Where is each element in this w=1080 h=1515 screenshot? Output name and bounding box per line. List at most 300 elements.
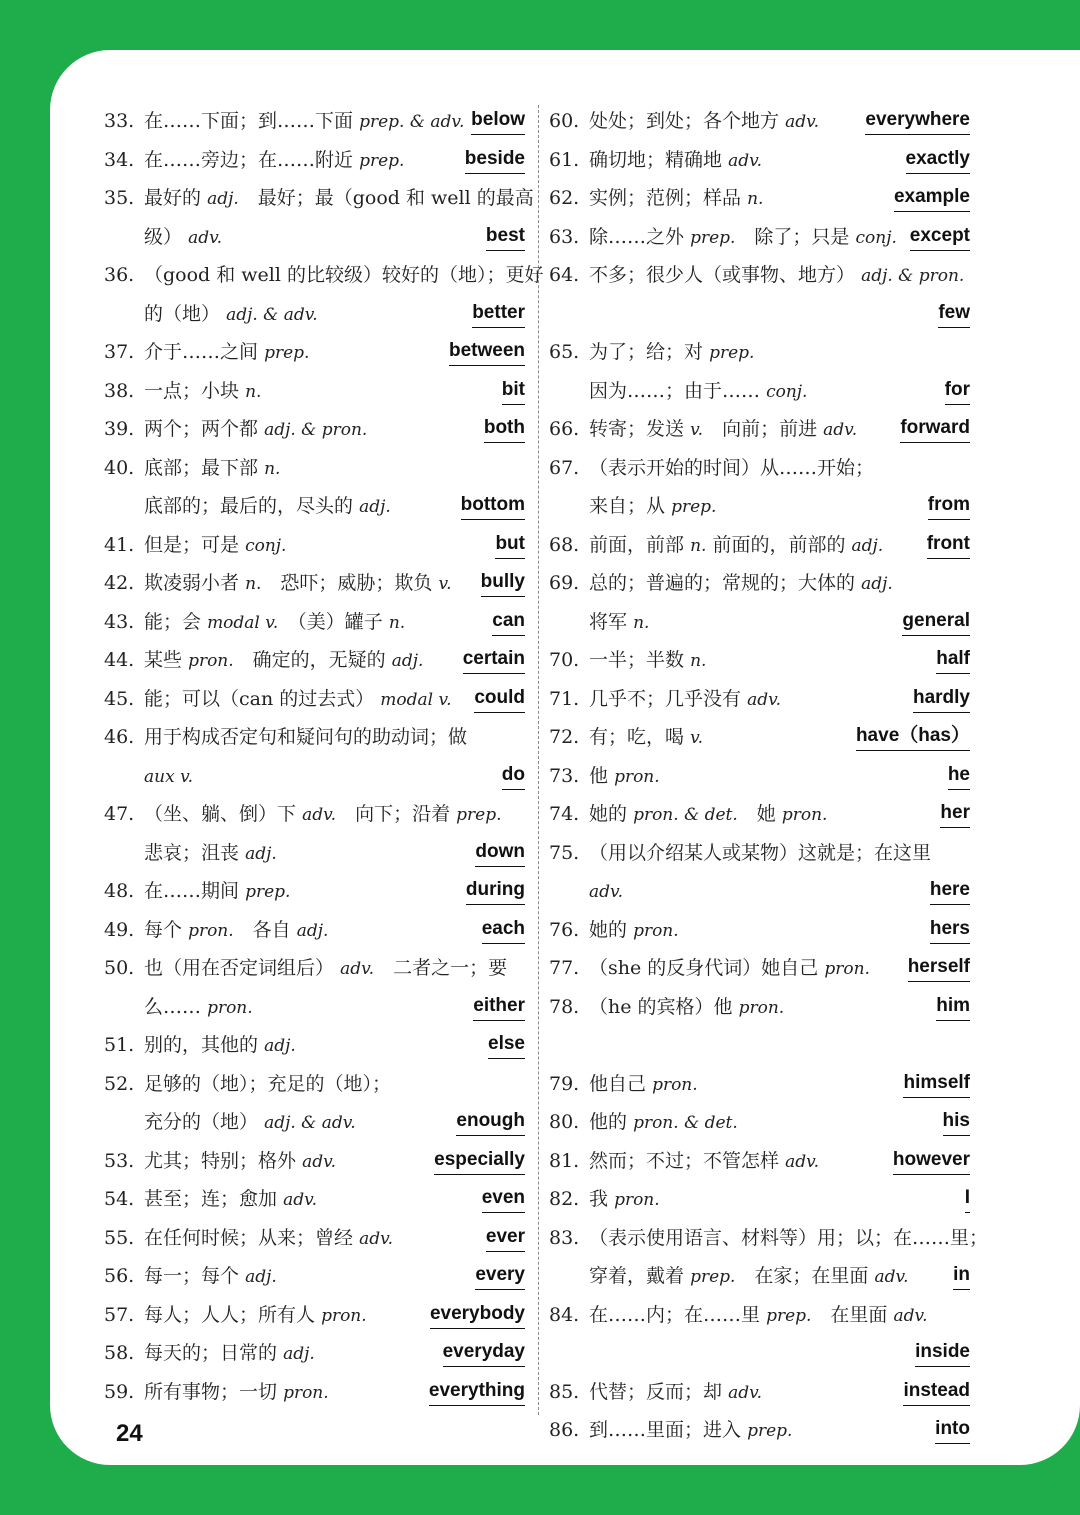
entry-number: 66. bbox=[549, 418, 580, 440]
entry-meaning: （表示开始的时间）从……开始； bbox=[589, 456, 875, 479]
entry-number: 84. bbox=[549, 1303, 580, 1326]
part-of-speech: n. bbox=[264, 458, 281, 479]
entry-meaning: 一半；半数 bbox=[589, 649, 685, 671]
part-of-speech: adv. bbox=[302, 1151, 337, 1172]
part-of-speech: pron. bbox=[824, 959, 870, 979]
vocab-entry bbox=[104, 1142, 525, 1181]
vocab-entry bbox=[549, 1411, 970, 1450]
vocab-entry bbox=[104, 1219, 525, 1258]
entry-meaning: 甚至；连；愈加 bbox=[144, 1188, 278, 1210]
entry-meaning: 每人；人人；所有人 bbox=[144, 1303, 316, 1326]
part-of-speech: adj. bbox=[851, 535, 884, 556]
entry-number: 73. bbox=[549, 764, 580, 787]
vocab-entry bbox=[549, 449, 970, 488]
part-of-speech: pron. bbox=[283, 1382, 329, 1403]
entry-meaning: 转寄；发送 bbox=[589, 418, 685, 440]
entry-meaning: （坐、躺、倒）下 bbox=[144, 803, 297, 825]
entry-number: 53. bbox=[104, 1149, 135, 1172]
answer-word: forward bbox=[900, 414, 970, 443]
entry-number: 71. bbox=[549, 687, 580, 710]
part-of-speech: conj. bbox=[766, 381, 808, 402]
part-of-speech: pron. bbox=[781, 805, 828, 825]
entry-meaning: 我 bbox=[589, 1188, 609, 1210]
vocab-entry bbox=[104, 526, 525, 565]
answer-word: half bbox=[936, 645, 970, 674]
entry-meaning: 能；可以（can 的过去式） bbox=[144, 687, 375, 710]
column-divider bbox=[538, 105, 539, 1415]
part-of-speech: adv. bbox=[589, 882, 624, 902]
answer-word: exactly bbox=[906, 145, 970, 174]
entry-number: 46. bbox=[104, 726, 135, 748]
answer-word: into bbox=[935, 1415, 970, 1444]
vocab-entry bbox=[104, 410, 525, 449]
vocab-entry bbox=[104, 718, 525, 757]
entry-meaning: 他的 bbox=[589, 1111, 628, 1133]
answer-word: else bbox=[488, 1030, 525, 1059]
entry-meaning: （she 的反身代词）她自己 bbox=[589, 957, 819, 979]
entry-number: 65. bbox=[549, 341, 580, 363]
entry-meaning: 么…… bbox=[144, 995, 202, 1018]
part-of-speech: adv. bbox=[302, 805, 337, 825]
entry-number: 63. bbox=[549, 225, 580, 248]
vocab-entry-continuation bbox=[104, 487, 525, 526]
entry-number: 41. bbox=[104, 533, 135, 556]
part-of-speech: prep. bbox=[245, 882, 291, 902]
entry-number: 74. bbox=[549, 803, 580, 825]
vocab-entry bbox=[549, 1065, 970, 1104]
part-of-speech: adv. bbox=[823, 420, 858, 440]
part-of-speech: adj. bbox=[283, 1344, 315, 1364]
entry-meaning: （用以介绍某人或某物）这就是；在这里 bbox=[589, 841, 932, 864]
part-of-speech: prep. & adv. bbox=[359, 112, 465, 132]
entry-meaning-secondary: 除了；只是 bbox=[735, 225, 850, 248]
entry-number: 33. bbox=[104, 110, 135, 132]
part-of-speech: n. bbox=[245, 381, 262, 402]
vocab-entry bbox=[549, 757, 970, 796]
answer-word: both bbox=[484, 414, 525, 443]
entry-meaning: 到……里面；进入 bbox=[589, 1419, 742, 1441]
part-of-speech: n. bbox=[245, 574, 262, 594]
entry-number: 64. bbox=[549, 264, 580, 286]
entry-meaning: 但是；可是 bbox=[144, 533, 240, 556]
entry-meaning: 用于构成否定句和疑问句的助动词；做 bbox=[144, 726, 468, 748]
part-of-speech: pron. bbox=[207, 997, 253, 1018]
entry-meaning: 有；吃，喝 bbox=[589, 726, 685, 748]
entry-meaning: 每个 bbox=[144, 918, 183, 941]
part-of-speech: adv. bbox=[359, 1228, 394, 1249]
part-of-speech: adv. bbox=[188, 227, 223, 248]
part-of-speech: prep. bbox=[359, 150, 405, 171]
answer-word: each bbox=[482, 915, 525, 944]
vocab-entry bbox=[104, 1065, 525, 1104]
vocab-entry bbox=[104, 641, 525, 680]
vocab-entry bbox=[104, 1180, 525, 1219]
part-of-speech: prep. bbox=[709, 343, 755, 363]
answer-word: but bbox=[495, 530, 525, 559]
vocab-entry-continuation bbox=[549, 603, 970, 642]
vocab-entry-continuation bbox=[104, 295, 525, 334]
part-of-speech: adj. & adv. bbox=[226, 304, 318, 325]
entry-meaning-secondary: 在家；在里面 bbox=[735, 1265, 869, 1287]
answer-word: beside bbox=[465, 145, 525, 174]
entry-meaning: 尤其；特别；格外 bbox=[144, 1149, 297, 1172]
entry-number: 54. bbox=[104, 1188, 135, 1210]
vocab-entry-continuation bbox=[104, 218, 525, 257]
answer-word: ever bbox=[486, 1223, 525, 1252]
vocab-entry bbox=[104, 179, 534, 218]
entry-meaning: 能；会 bbox=[144, 610, 202, 633]
part-of-speech: n. bbox=[690, 535, 707, 556]
answer-word: for bbox=[945, 376, 970, 405]
part-of-speech: adj. bbox=[296, 920, 329, 941]
entry-number: 34. bbox=[104, 148, 135, 171]
part-of-speech: pron. bbox=[738, 997, 785, 1018]
entry-meaning: 确切地；精确地 bbox=[589, 148, 723, 171]
entry-number: 77. bbox=[549, 957, 580, 979]
answer-word: her bbox=[940, 799, 970, 828]
entry-number: 35. bbox=[104, 187, 135, 209]
part-of-speech: adv. bbox=[785, 112, 820, 132]
part-of-speech: conj. bbox=[855, 227, 897, 248]
vocab-entry bbox=[549, 256, 970, 295]
vocab-entry bbox=[104, 141, 525, 180]
entry-meaning: 每天的；日常的 bbox=[144, 1342, 278, 1364]
entry-meaning: 不多；很少人（或事物、地方） bbox=[589, 264, 856, 286]
vocab-entry bbox=[549, 680, 970, 719]
answer-word: instead bbox=[903, 1377, 970, 1406]
answer-word: either bbox=[473, 992, 525, 1021]
entry-number: 56. bbox=[104, 1265, 135, 1287]
answer-word: bottom bbox=[461, 491, 525, 520]
part-of-speech: prep. bbox=[456, 805, 502, 825]
entry-number: 61. bbox=[549, 148, 580, 171]
entry-meaning: 欺凌弱小者 bbox=[144, 572, 240, 594]
entry-meaning: 来自；从 bbox=[589, 495, 666, 517]
entry-meaning: 底部的；最后的，尽头的 bbox=[144, 495, 354, 517]
right-column bbox=[549, 102, 989, 1450]
answer-word: in bbox=[953, 1261, 970, 1290]
entry-number: 60. bbox=[549, 110, 580, 132]
part-of-speech: adj. bbox=[207, 189, 239, 209]
entry-meaning: 充分的（地） bbox=[144, 1111, 259, 1133]
entry-meaning: 穿着，戴着 bbox=[589, 1265, 685, 1287]
answer-word: except bbox=[910, 222, 970, 251]
entry-number: 75. bbox=[549, 841, 580, 864]
answer-word: even bbox=[482, 1184, 525, 1213]
part-of-speech: modal v. bbox=[207, 612, 279, 633]
vocab-entry bbox=[549, 911, 970, 950]
entry-meaning: 在……旁边；在……附近 bbox=[144, 148, 354, 171]
entry-meaning: 的（地） bbox=[144, 302, 221, 325]
vocab-entry bbox=[104, 1296, 525, 1335]
vocab-entry bbox=[104, 872, 525, 911]
entry-meaning: 因为……；由于…… bbox=[589, 379, 761, 402]
part-of-speech: pron. & det. bbox=[633, 805, 738, 825]
entry-meaning: 处处；到处；各个地方 bbox=[589, 110, 780, 132]
entry-number: 44. bbox=[104, 649, 135, 671]
answer-word: best bbox=[486, 222, 525, 251]
part-of-speech: conj. bbox=[245, 535, 287, 556]
entry-meaning: 在……期间 bbox=[144, 880, 240, 902]
vocab-entry bbox=[549, 641, 970, 680]
answer-word: everything bbox=[429, 1377, 525, 1406]
part-of-speech: adv. bbox=[747, 689, 782, 710]
part-of-speech: prep. bbox=[690, 227, 736, 248]
vocab-entry bbox=[549, 218, 970, 257]
answer-word: he bbox=[948, 761, 970, 790]
vocab-entry bbox=[104, 603, 525, 642]
entry-number: 45. bbox=[104, 687, 135, 710]
entry-number: 78. bbox=[549, 995, 580, 1018]
entry-number: 76. bbox=[549, 918, 580, 941]
part-of-speech: prep. bbox=[264, 343, 310, 363]
entry-meaning: 实例；范例；样品 bbox=[589, 187, 742, 209]
entry-number: 68. bbox=[549, 533, 580, 556]
part-of-speech: v. bbox=[690, 420, 704, 440]
part-of-speech: adv. bbox=[785, 1151, 820, 1172]
vocab-entry bbox=[104, 256, 544, 295]
entry-number: 83. bbox=[549, 1226, 580, 1249]
entry-meaning: 他 bbox=[589, 764, 609, 787]
entry-meaning: 除……之外 bbox=[589, 225, 685, 248]
entry-number: 81. bbox=[549, 1149, 580, 1172]
entry-meaning: （表示使用语言、材料等）用；以；在……里； bbox=[589, 1226, 989, 1249]
answer-word: everywhere bbox=[865, 106, 970, 135]
entry-meaning: （good 和 well 的比较级）较好的（地）；更好 bbox=[144, 264, 544, 286]
vocab-entry-continuation bbox=[549, 872, 970, 911]
entry-number: 86. bbox=[549, 1419, 580, 1441]
part-of-speech: adj. bbox=[245, 843, 277, 864]
answer-word: inside bbox=[915, 1338, 970, 1367]
vocab-entry bbox=[549, 102, 970, 141]
entry-meaning: 一点；小块 bbox=[144, 379, 240, 402]
vocab-entry bbox=[549, 718, 970, 757]
entry-number: 43. bbox=[104, 610, 135, 633]
vocab-entry-continuation bbox=[549, 1257, 970, 1296]
vocab-entry bbox=[104, 1334, 525, 1373]
answer-word: can bbox=[492, 607, 525, 636]
answer-word: hers bbox=[930, 915, 970, 944]
entry-number: 42. bbox=[104, 572, 135, 594]
vocab-entry bbox=[104, 564, 525, 603]
entry-meaning-secondary: 恐吓；威胁；欺负 bbox=[261, 572, 433, 594]
vocab-entry-continuation bbox=[549, 372, 970, 411]
part-of-speech: n. bbox=[690, 651, 707, 671]
entry-number: 82. bbox=[549, 1188, 580, 1210]
entry-number: 38. bbox=[104, 379, 135, 402]
entry-number: 59. bbox=[104, 1380, 135, 1403]
entry-meaning: 底部；最下部 bbox=[144, 456, 259, 479]
part-of-speech: pron. bbox=[633, 920, 679, 941]
entry-number: 40. bbox=[104, 456, 135, 479]
entry-meaning-secondary: （美）罐子 bbox=[278, 610, 383, 633]
entry-number: 39. bbox=[104, 418, 135, 440]
part-of-speech: adj. bbox=[391, 651, 424, 671]
page-number: 24 bbox=[116, 1420, 143, 1447]
entry-number: 80. bbox=[549, 1111, 580, 1133]
answer-word: down bbox=[475, 838, 525, 867]
part-of-speech: prep. bbox=[690, 1267, 736, 1287]
vocab-entry bbox=[104, 102, 525, 141]
answer-word: him bbox=[936, 992, 970, 1021]
answer-word: his bbox=[943, 1107, 970, 1136]
vocab-entry-continuation bbox=[549, 1334, 970, 1373]
vocab-entry bbox=[549, 141, 970, 180]
entry-meaning: 将军 bbox=[589, 610, 628, 633]
entry-number: 79. bbox=[549, 1072, 580, 1095]
part-of-speech: adj. bbox=[245, 1267, 277, 1287]
entry-meaning: 她的 bbox=[589, 803, 628, 825]
answer-word: every bbox=[475, 1261, 525, 1290]
entry-meaning: （he 的宾格）他 bbox=[589, 995, 733, 1018]
vocab-entry-continuation bbox=[549, 295, 970, 334]
answer-word: here bbox=[930, 876, 970, 905]
vocab-entry bbox=[104, 911, 525, 950]
answer-word: have（has） bbox=[856, 722, 970, 751]
entry-meaning: 她的 bbox=[589, 918, 628, 941]
part-of-speech: adv. bbox=[874, 1267, 909, 1287]
vocab-entry bbox=[549, 1180, 970, 1219]
vocab-entry bbox=[549, 1373, 970, 1412]
entry-meaning: 某些 bbox=[144, 649, 183, 671]
part-of-speech: adj. bbox=[359, 497, 391, 517]
entry-number: 55. bbox=[104, 1226, 135, 1249]
part-of-speech: adv. bbox=[728, 1382, 763, 1403]
part-of-speech: v. bbox=[690, 728, 704, 748]
vocab-entry bbox=[549, 949, 970, 988]
part-of-speech: n. bbox=[388, 612, 406, 633]
entry-meaning: 在……下面；到……下面 bbox=[144, 110, 354, 132]
vocab-entry bbox=[549, 179, 970, 218]
answer-word: herself bbox=[908, 953, 970, 982]
entry-number: 57. bbox=[104, 1303, 135, 1326]
entry-number: 52. bbox=[104, 1072, 135, 1095]
entry-meaning: 级） bbox=[144, 225, 183, 248]
entry-meaning: 然而；不过；不管怎样 bbox=[589, 1149, 780, 1172]
vocab-entry bbox=[104, 949, 525, 988]
vocab-entry bbox=[549, 1142, 970, 1181]
answer-word: everybody bbox=[430, 1300, 525, 1329]
entry-meaning: 介于……之间 bbox=[144, 341, 259, 363]
vocab-entry-continuation bbox=[104, 1103, 525, 1142]
part-of-speech: pron. bbox=[652, 1074, 698, 1095]
vocab-entry bbox=[549, 988, 970, 1027]
part-of-speech: adj. bbox=[264, 1036, 296, 1056]
part-of-speech: pron. bbox=[188, 651, 234, 671]
answer-word: example bbox=[894, 183, 970, 212]
entry-number: 70. bbox=[549, 649, 580, 671]
entry-meaning-secondary: 向前；前进 bbox=[703, 418, 818, 440]
answer-word: front bbox=[927, 530, 970, 559]
part-of-speech: pron. bbox=[188, 920, 234, 941]
answer-word: during bbox=[466, 876, 525, 905]
part-of-speech: n. bbox=[633, 612, 650, 633]
answer-word: certain bbox=[463, 645, 525, 674]
entry-number: 62. bbox=[549, 187, 580, 209]
left-column bbox=[104, 102, 544, 1411]
part-of-speech: adj. & pron. bbox=[861, 266, 965, 286]
answer-word: few bbox=[938, 299, 970, 328]
entry-meaning-secondary: 她 bbox=[737, 803, 776, 825]
part-of-speech: adv. bbox=[340, 959, 375, 979]
entry-number: 51. bbox=[104, 1034, 135, 1056]
answer-word: could bbox=[474, 684, 525, 713]
entry-meaning: 代替；反而；却 bbox=[589, 1380, 723, 1403]
entry-meaning: 别的，其他的 bbox=[144, 1034, 259, 1056]
answer-word: I bbox=[965, 1184, 970, 1213]
part-of-speech: aux v. bbox=[144, 766, 194, 787]
vocab-entry bbox=[104, 680, 525, 719]
answer-word: bully bbox=[481, 568, 525, 597]
answer-word: especially bbox=[434, 1146, 525, 1175]
entry-meaning-secondary: 在里面 bbox=[811, 1303, 888, 1326]
entry-meaning: 在……内；在……里 bbox=[589, 1303, 761, 1326]
answer-word: from bbox=[928, 491, 970, 520]
vocab-entry bbox=[104, 372, 525, 411]
answer-word: general bbox=[902, 607, 970, 636]
vocab-entry-continuation bbox=[104, 834, 525, 873]
entry-meaning-secondary: 向下；沿着 bbox=[336, 803, 451, 825]
vocab-entry bbox=[104, 1026, 525, 1065]
part-of-speech: adj. & pron. bbox=[264, 420, 368, 440]
part-of-speech: prep. bbox=[671, 497, 717, 517]
entry-number: 85. bbox=[549, 1380, 580, 1403]
entry-meaning-secondary: 前面的，前部的 bbox=[706, 533, 846, 556]
entry-number: 67. bbox=[549, 456, 580, 479]
entry-meaning: 为了；给；对 bbox=[589, 341, 704, 363]
entry-number: 72. bbox=[549, 726, 580, 748]
entry-meaning: 最好的 bbox=[144, 187, 202, 209]
answer-word: however bbox=[893, 1146, 970, 1175]
vocab-entry bbox=[549, 333, 970, 372]
part-of-speech: pron. & det. bbox=[633, 1113, 738, 1133]
vocab-entry-continuation bbox=[549, 487, 970, 526]
vocab-entry bbox=[549, 1103, 970, 1142]
vocab-entry bbox=[104, 333, 525, 372]
vocab-entry bbox=[549, 834, 970, 873]
part-of-speech: pron. bbox=[614, 1190, 660, 1210]
entry-meaning: 足够的（地）；充足的（地）； bbox=[144, 1072, 392, 1095]
entry-meaning: 总的；普遍的；常规的；大体的 bbox=[589, 572, 856, 594]
part-of-speech: pron. bbox=[614, 766, 660, 787]
entry-number: 37. bbox=[104, 341, 135, 363]
entry-meaning: 几乎不；几乎没有 bbox=[589, 687, 742, 710]
entry-number: 49. bbox=[104, 918, 135, 941]
vocab-entry bbox=[549, 410, 970, 449]
entry-number: 58. bbox=[104, 1342, 135, 1364]
vocab-entry-continuation bbox=[104, 988, 525, 1027]
vocab-entry bbox=[104, 449, 525, 488]
vocab-entry-continuation bbox=[104, 757, 525, 796]
entry-meaning: 在任何时候；从来；曾经 bbox=[144, 1226, 354, 1249]
vocab-entry bbox=[549, 1219, 989, 1258]
entry-meaning: 两个；两个都 bbox=[144, 418, 259, 440]
entry-meaning-secondary: 确定的，无疑的 bbox=[233, 649, 386, 671]
part-of-speech: pron. bbox=[321, 1305, 367, 1326]
entry-number: 47. bbox=[104, 803, 135, 825]
entry-meaning: 前面，前部 bbox=[589, 533, 685, 556]
vocab-entry bbox=[549, 795, 970, 834]
answer-word: enough bbox=[456, 1107, 525, 1136]
part-of-speech: adv. bbox=[728, 150, 763, 171]
part-of-speech: adj. bbox=[861, 574, 893, 594]
vocab-entry bbox=[549, 526, 970, 565]
part-of-speech: prep. bbox=[747, 1421, 793, 1441]
part-of-speech: adj. & adv. bbox=[264, 1113, 356, 1133]
answer-word: hardly bbox=[913, 684, 970, 713]
answer-word: do bbox=[502, 761, 525, 790]
answer-word: himself bbox=[903, 1069, 970, 1098]
